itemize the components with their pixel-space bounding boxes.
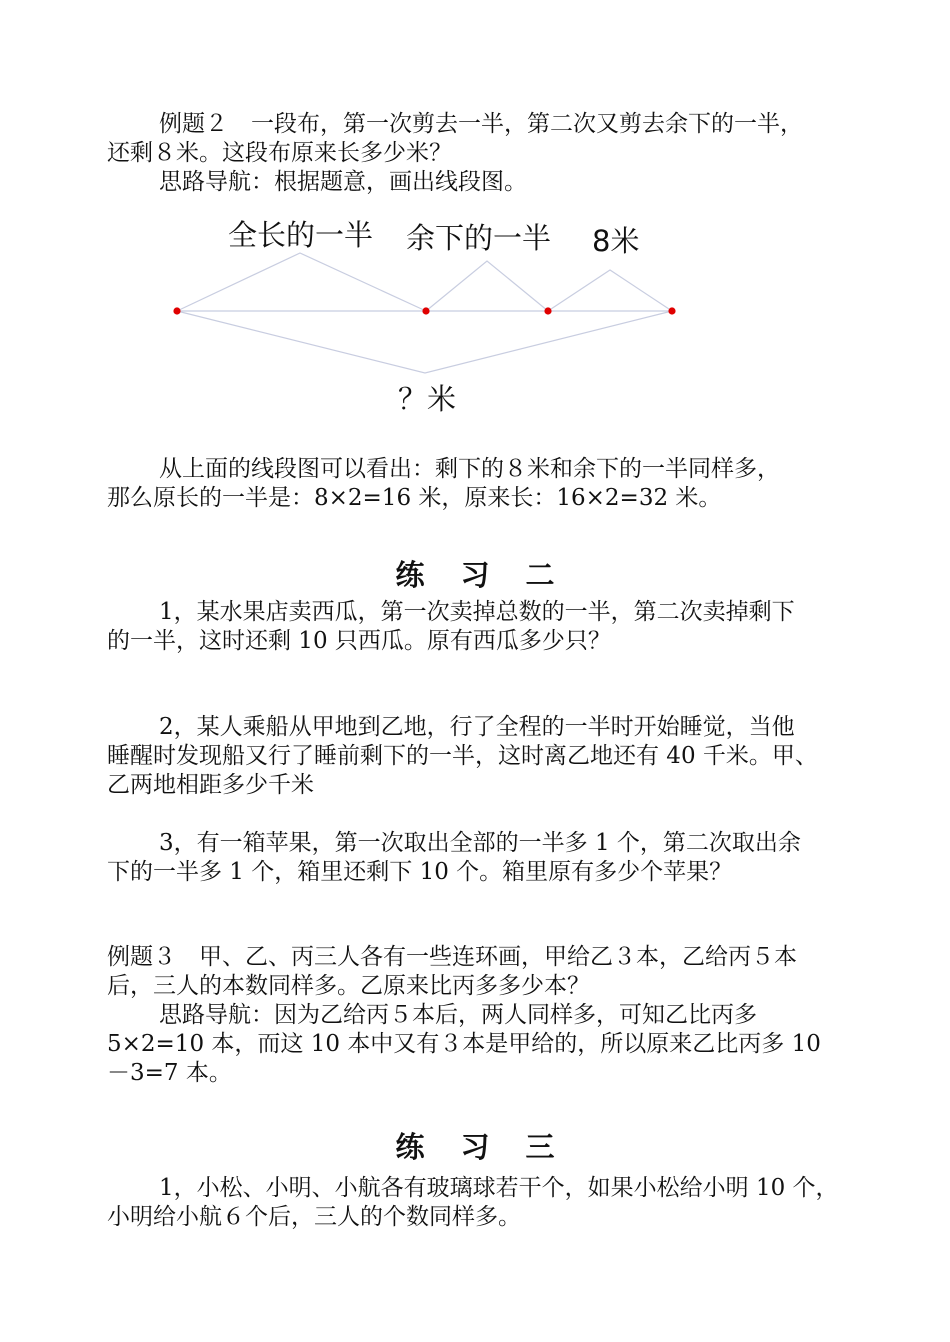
label-8m: 8米 xyxy=(592,224,640,258)
example2-line1: 例题２ 一段布，第一次剪去一半，第二次又剪去余下的一半， xyxy=(159,111,803,137)
exercise3-q1-line1: 1，小松、小明、小航各有玻璃球若干个，如果小松给小明 10 个， xyxy=(159,1175,839,1201)
line-segment-diagram xyxy=(0,200,950,430)
exercise2-q2-line1: 2，某人乘船从甲地到乙地，行了全程的一半时开始睡觉，当他 xyxy=(159,714,795,740)
label-total: ？米 xyxy=(398,382,457,416)
example2-hint: 思路导航：根据题意，画出线段图。 xyxy=(159,169,527,195)
example3-line2: 后，三人的本数同样多。乙原来比丙多多少本？ xyxy=(107,973,590,999)
analysis-line1: 从上面的线段图可以看出：剩下的８米和余下的一半同样多， xyxy=(159,456,780,482)
point-start xyxy=(173,307,180,314)
point-half xyxy=(422,307,429,314)
example3-hint-line3: －3=7 本。 xyxy=(107,1060,232,1086)
example2-line2: 还剩８米。这段布原来长多少米？ xyxy=(107,140,452,166)
example3-hint-line1: 思路导航：因为乙给丙５本后，两人同样多，可知乙比丙多 xyxy=(159,1002,757,1028)
exercise2-q2-line3: 乙两地相距多少千米 xyxy=(107,772,314,798)
example3-line1: 例题３ 甲、乙、丙三人各有一些连环画，甲给乙３本，乙给丙５本 xyxy=(107,944,797,970)
brace-total xyxy=(177,311,672,373)
label-remaining-half: 余下的一半 xyxy=(406,221,552,255)
label-half: 全长的一半 xyxy=(228,218,374,252)
exercise2-q3-line2: 下的一半多 1 个，箱里还剩下 10 个。箱里原有多少个苹果？ xyxy=(107,859,733,885)
brace-remaining-half xyxy=(426,261,548,311)
point-end xyxy=(668,307,675,314)
exercise2-title: 练习二 xyxy=(395,558,591,592)
exercise2-q2-line2: 睡醒时发现船又行了睡前剩下的一半，这时离乙地还有 40 千米。甲、 xyxy=(107,743,818,769)
exercise3-title: 练习三 xyxy=(395,1130,591,1164)
brace-8m xyxy=(548,270,672,311)
exercise2-q1-line2: 的一半，这时还剩 10 只西瓜。原有西瓜多少只？ xyxy=(107,628,611,654)
exercise2-q3-line1: 3，有一箱苹果，第一次取出全部的一半多 1 个，第二次取出余 xyxy=(159,830,801,856)
analysis-line2: 那么原长的一半是：8×2=16 米，原来长：16×2=32 米。 xyxy=(107,485,722,511)
example3-hint-line2: 5×2=10 本，而这 10 本中又有３本是甲给的，所以原来乙比丙多 10 xyxy=(107,1031,821,1057)
point-three-quarter xyxy=(544,307,551,314)
exercise2-q1-line1: 1，某水果店卖西瓜，第一次卖掉总数的一半，第二次卖掉剩下 xyxy=(159,599,795,625)
exercise3-q1-line2: 小明给小航６个后，三人的个数同样多。 xyxy=(107,1204,521,1230)
brace-half xyxy=(177,253,426,311)
